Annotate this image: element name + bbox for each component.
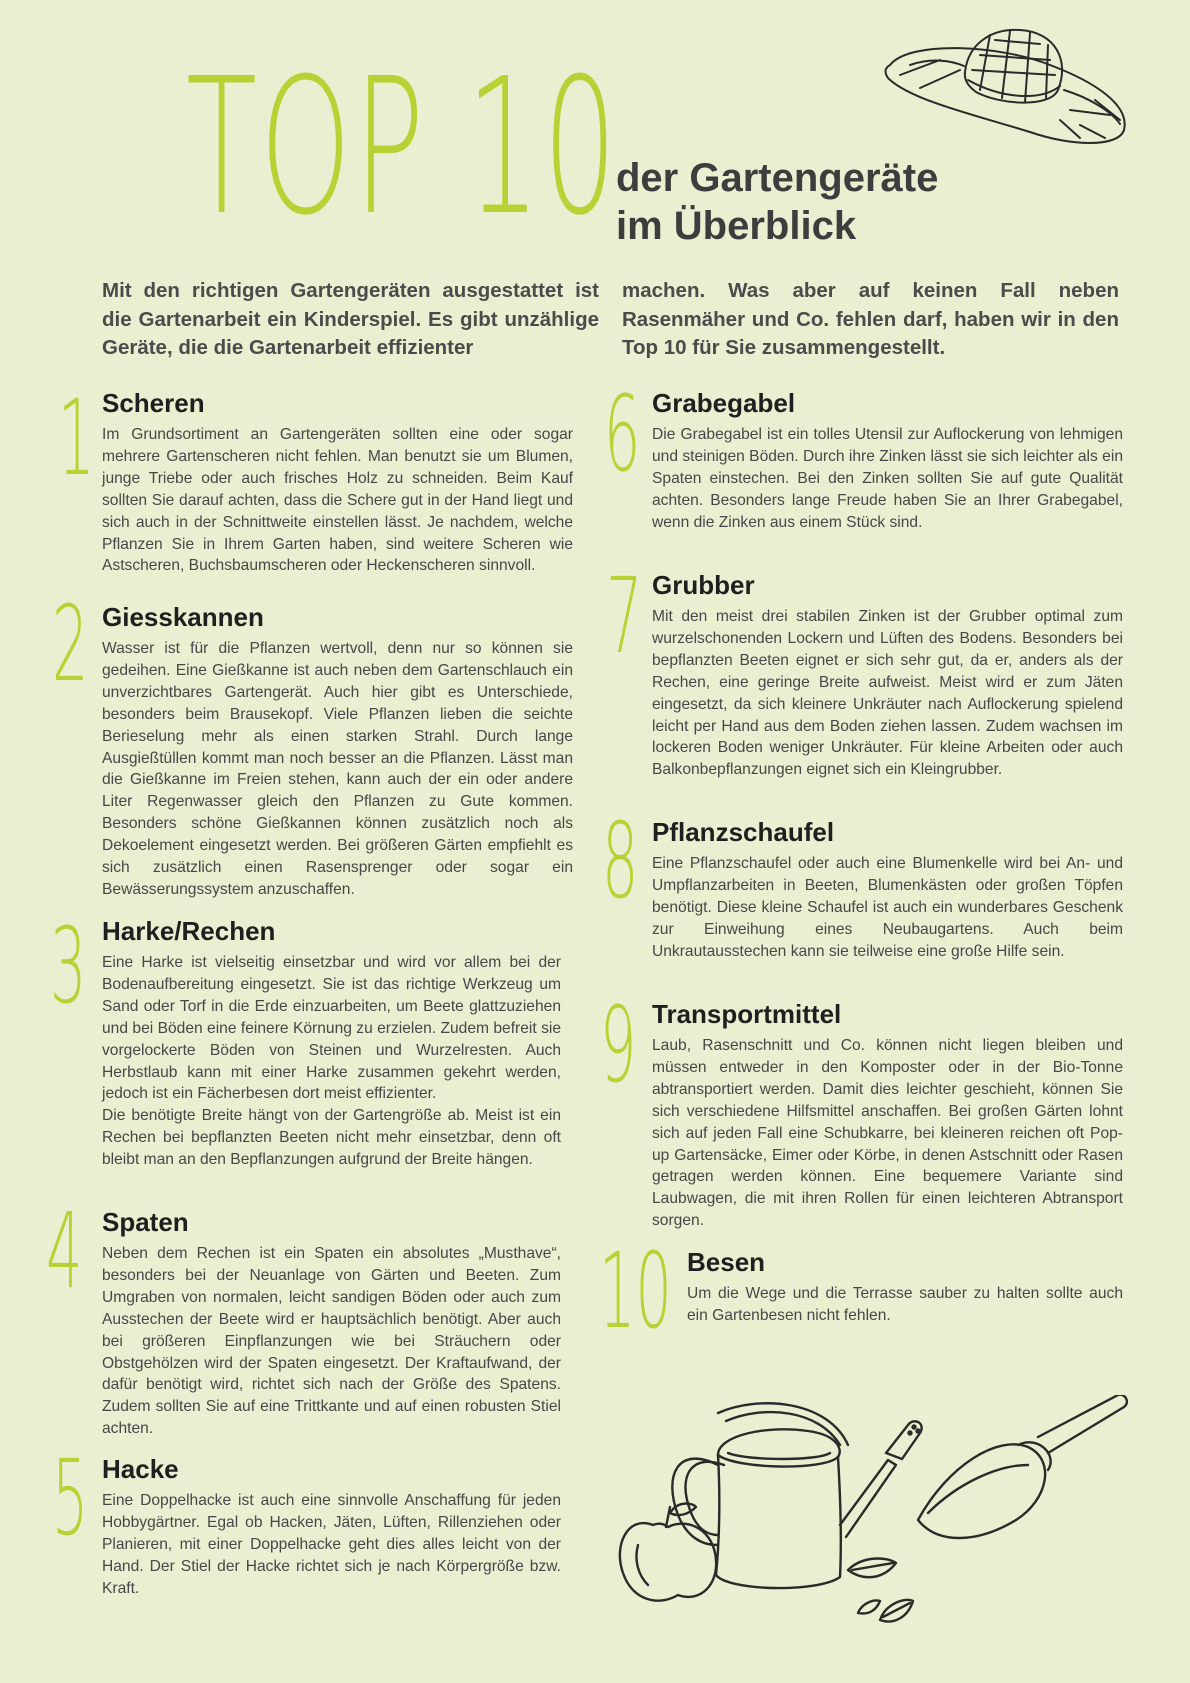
item-text: Die Grabegabel ist ein tolles Utensil zur Auflockerung von lehmigen und steinigen Böden. Durch ihre Zinken lässt sie sich leichter als ein Spaten einstechen. Bei den Zinken sollten Sie auf gute Qualität achten. Besonders lange Freude haben Sie an Ihrer Grabegabel, wenn die Zinken aus einem Stück sind. — [652, 426, 1123, 531]
intro-left: Mit den richtigen Gartengeräten ausgestattet ist die Gartenarbeit ein Kinderspiel. Es gibt unzählige Geräte, die die Gartenarbeit effizienter — [102, 279, 599, 359]
item-title: Pflanzschaufel — [652, 817, 835, 847]
item-text: Mit den meist drei stabilen Zinken ist der Grubber optimal zum wurzelschonenden Lockern und Lüften des Bodens. Besonders bei bepflanzten Beeten eignet er sich sehr gut, da er, anders als der Rechen, eine geringe Breite aufweist. Meist wird er zum Jäten eingesetzt, da sich kleinere Unkräuter nach Auflockerung spielend leicht per Hand aus dem Boden ziehen lassen. Zudem wachsen im lockeren Boden weniger Unkräuter. Für kleine Arbeiten oder auch Balkonbepflanzungen eignet sich ein Kleingrubber. — [652, 608, 1123, 779]
item-number: 8 — [602, 800, 639, 922]
subtitle-line2: im Überblick — [616, 204, 857, 248]
item-7 — [606, 555, 1123, 781]
item-1 — [58, 377, 573, 577]
item-5 — [52, 1437, 561, 1600]
item-text: Laub, Rasenschnitt und Co. können nicht liegen bleiben und müssen entweder in den Komposter oder in der Bio-Tonne abtransportiert werden. Damit dies leichter geschieht, können Sie sich verschiedene Hilfsmittel anschaffen. Bei großen Gärten lohnt sich auf jeden Fall eine Schubkarre, bei kleineren reichen oft Pop-up Gartensäcke, Eimer oder Körbe, in denen Astschnitt oder Rasen getragen werden können. Eine bequemere Variante sind Laubwagen, die mit ihren Rollen für einen leichteren Abtransport sorgen. — [652, 1037, 1123, 1230]
item-text: Wasser ist für die Pflanzen wertvoll, denn nur so können sie gedeihen. Eine Gießkanne ist auch neben dem Gartenschlauch ein unverzichtbares Gartengerät. Auch hier gibt es Unterschiede, besonders beim Brausekopf. Viele Pflanzen lieben die seichte Berieselung mehr als einen starken Strahl. Durch lange Ausgießtüllen kommt man noch besser an die Pflanzen. Lässt man die Gießkanne im Freien stehen, kann auch der ein oder andere Liter Regenwasser gleich den Pflanzen zu Gute kommen. Besonders schöne Gießkannen können zusätzlich noch als Dekoelement eingesetzt werden. Bei größeren Gärten empfiehlt es sich zusätzlich einen Rasensprenger oder sogar ein Bewässerungssystem anzuschaffen. — [102, 640, 573, 898]
item-text: Um die Wege und die Terrasse sauber zu halten sollte auch ein Gartenbesen nicht fehlen. — [687, 1285, 1123, 1324]
watering-can-icon — [672, 1403, 921, 1588]
item-title: Transportmittel — [652, 999, 842, 1029]
straw-hat-icon — [880, 20, 1132, 150]
item-text: Eine Harke ist vielseitig einsetzbar und wird vor allem bei der Bodenaufbereitung eingesetzt. Sie ist das richtige Werkzeug um Sand oder Torf in die Erde einzuarbeiten, um Beete glattzuziehen und bei Böden eine feinere Körnung zu erzielen. Zudem befreit sie vorgelockerte Böden von Steinen und Wurzelresten. Auch Herbstlaub kann mit einer Harke zusammen gekehrt werden, jedoch ist ein Fächerbesen dort meist effizienter. — [102, 954, 561, 1103]
top10-title: TOP 10 — [186, 38, 620, 257]
item-6 — [604, 373, 1123, 534]
garden-tools-illustration — [618, 1395, 1138, 1655]
trowel-icon — [918, 1395, 1127, 1538]
item-text: Eine Pflanzschaufel oder auch eine Blumenkelle wird bei An- und Umpflanzarbeiten in Beeten, Blumenkästen oder großen Töpfen benötigt. Diese kleine Schaufel ist auch ein wunderbares Geschenk zur Einweihung eines Neubaugartens. Auch beim Unkrautausstechen kann sie teilweise eine große Hilfe sein. — [652, 855, 1123, 960]
item-3 — [50, 905, 561, 1171]
subtitle-line1: der Gartengeräte — [616, 156, 939, 200]
item-text: Neben dem Rechen ist ein Spaten ein absolutes „Musthave“, besonders bei der Neuanlage von Gärten und Beeten. Zum Umgraben von normalen, leicht sandigen Böden oder auch zum Ausstechen der Beete wird er hauptsächlich benötigt. Aber auch bei größeren Einpflanzungen wie bei Sträuchern oder Obstgehölzen wird der Spaten eingesetzt. Der Kraftaufwand, der dafür benötigt wird, richtet sich nach der Größe des Spatens. Zudem sollten Sie auf eine Trittkante und auf einen robusten Stiel achten. — [102, 1245, 561, 1438]
item-number: 1 — [58, 377, 95, 499]
item-number: 7 — [606, 555, 643, 677]
item-4 — [46, 1190, 561, 1440]
apple-icon — [620, 1504, 716, 1601]
item-number: 9 — [600, 984, 637, 1106]
item-number: 5 — [52, 1437, 89, 1559]
item-title: Spaten — [102, 1207, 189, 1237]
intro-right: machen. Was aber auf keinen Fall neben Rasenmäher und Co. fehlen darf, haben wir in den Top 10 für Sie zusammengestellt. — [622, 279, 1119, 359]
item-8 — [602, 800, 1123, 963]
item-number: 4 — [46, 1190, 83, 1312]
item-number: 6 — [604, 373, 641, 495]
item-title: Scheren — [102, 388, 205, 418]
item-9 — [600, 984, 1123, 1232]
item-number: 10 — [599, 1230, 672, 1352]
item-2 — [52, 583, 573, 901]
item-title: Harke/Rechen — [102, 916, 276, 946]
item-number: 2 — [52, 583, 89, 705]
item-title: Besen — [687, 1247, 766, 1277]
subtitle — [616, 154, 938, 250]
item-text: Im Grundsortiment an Gartengeräten sollten eine oder sogar mehrere Gartenscheren nicht fehlen. Man benutzt sie um Blumen, junge Triebe oder auch frisches Holz zu schneiden. Beim Kauf sollten Sie darauf achten, dass die Schere gut in der Hand liegt und sich auch in der Schnittweite einstellen lässt. Je nachdem, welche Pflanzen Sie in Ihrem Garten haben, sind weitere Scheren wie Astscheren, Buchsbaumscheren oder Heckenscheren sinnvoll. — [102, 426, 573, 575]
leaf-icon — [848, 1559, 913, 1622]
item-title: Giesskannen — [102, 602, 264, 632]
item-10 — [599, 1230, 1123, 1352]
item-number: 3 — [50, 905, 87, 1027]
item-text: Eine Doppelhacke ist auch eine sinnvolle Anschaffung für jeden Hobbygärtner. Egal ob Hacken, Jäten, Lüften, Rillenziehen oder Planieren, mit einer Doppelhacke geht dies alles leicht von der Hand. Der Stiel der Hacke richtet sich je nach Körpergröße bzw. Kraft. — [102, 1492, 561, 1597]
item-text-2: Die benötigte Breite hängt von der Gartengröße ab. Meist ist ein Rechen bei bepflanzten Beeten nicht mehr einsetzbar, denn oft bleibt man an den Bepflanzungen aufgrund der Breite hängen. — [102, 1107, 561, 1169]
item-title: Grubber — [652, 570, 755, 600]
item-title: Hacke — [102, 1454, 179, 1484]
item-title: Grabegabel — [652, 388, 796, 418]
